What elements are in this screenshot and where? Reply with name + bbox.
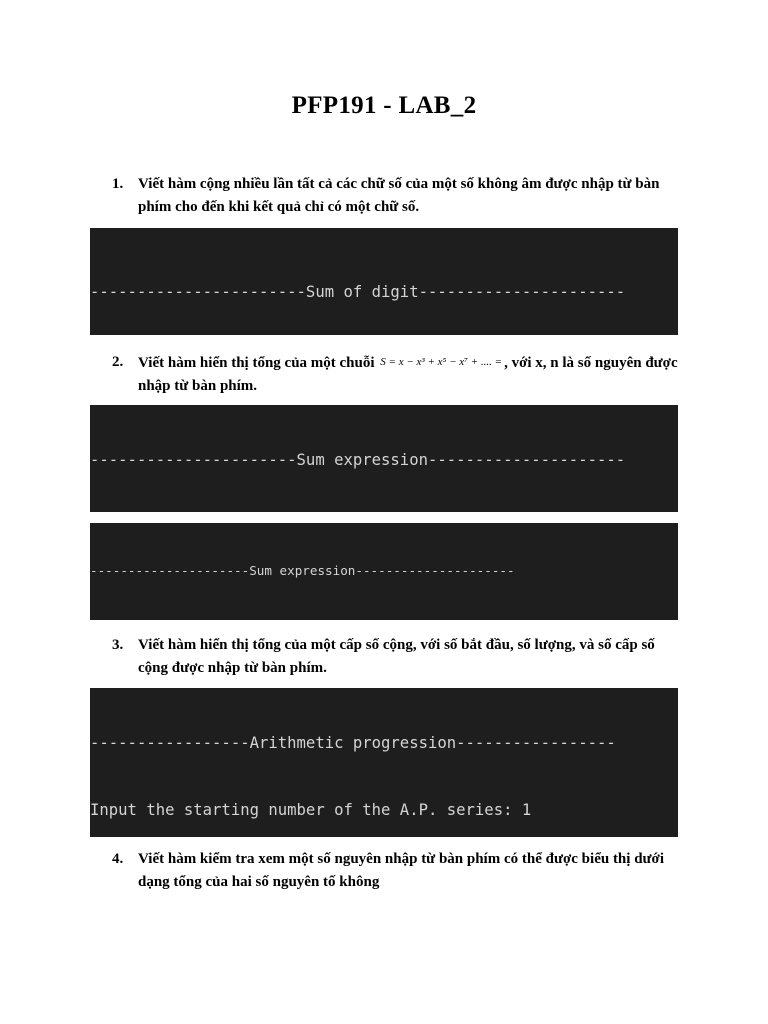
question-text: Viết hàm kiểm tra xem một số nguyên nhập từ bàn phím có thể được biểu thị dưới dạng tổng của hai số nguyên tố không (138, 851, 665, 890)
terminal-line (90, 619, 678, 620)
terminal-sum-expression-1 (90, 405, 678, 512)
terminal-line: -----------------Arithmetic progression----------------- (90, 734, 616, 753)
terminal-sum-expression-2 (90, 523, 678, 620)
terminal-line: ----------------------Sum expression--------------------- (90, 451, 626, 470)
question-3 (112, 634, 687, 680)
question-text: Viết hàm hiển thị tổng của một chuỗi (138, 355, 375, 371)
question-text: Viết hàm cộng nhiều lần tất cả các chữ số của một số không âm được nhập từ bàn phím cho đến khi kết quả chỉ có một chữ số. (138, 176, 660, 215)
question-text: , với x, n là số nguyên được nhập từ bàn phím. (138, 355, 678, 394)
question-number: 3. (112, 637, 124, 653)
terminal-sum-of-digit (90, 228, 678, 335)
question-number: 1. (112, 176, 124, 192)
question-4 (112, 848, 687, 894)
terminal-arithmetic-progression (90, 688, 678, 837)
question-text: Viết hàm hiển thị tổng của một cấp số cộng, với số bắt đầu, số lượng, và số cấp số cộng được nhập từ bàn phím. (138, 637, 655, 676)
question-number: 2. (112, 354, 124, 370)
series-formula: S = x − x³ + x⁵ − x⁷ + .... = (380, 356, 503, 368)
question-1 (112, 173, 687, 219)
terminal-line: -----------------------Sum of digit---------------------- (90, 283, 626, 302)
page-title: PFP191 - LAB_2 (291, 92, 477, 119)
terminal-line: Input the starting number of the A.P. series: 1 (90, 801, 532, 820)
question-2 (112, 351, 687, 398)
terminal-line: ---------------------Sum expression--------------------- (90, 563, 515, 579)
question-number: 4. (112, 851, 124, 867)
